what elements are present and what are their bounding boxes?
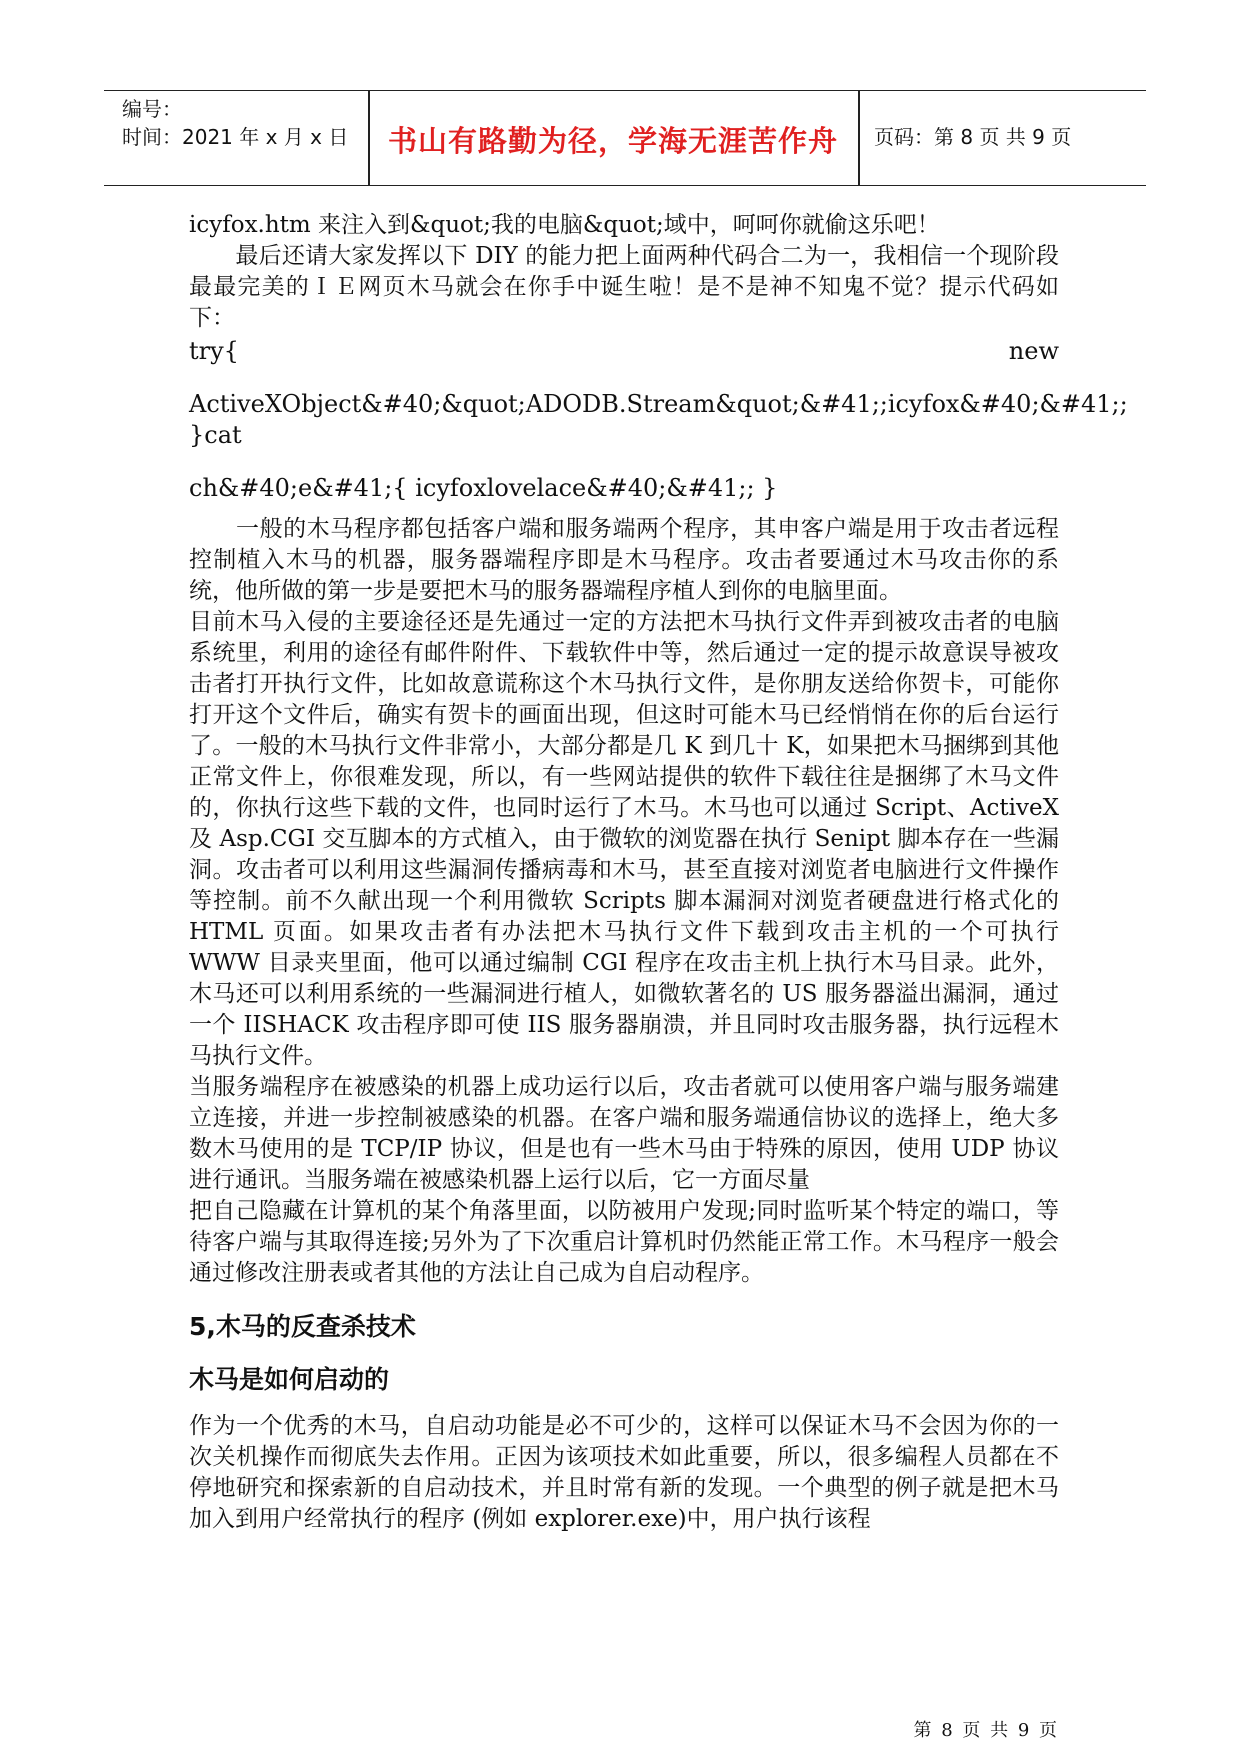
document-date: 时间：2021 年 x 月 x 日: [122, 125, 349, 149]
paragraph: 把自己隐藏在计算机的某个角落里面，以防被用户发现;同时监听某个特定的端口，等待客户端与其取得连接;另外为了下次重启计算机时仍然能正常工作。木马程序一般会通过修改注册表或者其他的方法让自己成为自启动程序。: [189, 1198, 1059, 1286]
document-body: [189, 210, 1128, 1535]
paragraph: 作为一个优秀的木马，自启动功能是必不可少的，这样可以保证木马不会因为你的一次关机操作而彻底失去作用。正因为该项技术如此重要，所以，很多编程人员都在不停地研究和探索新的自启动技术，并且时常有新的发现。一个典型的例子就是把木马加入到用户经常执行的程序 (例如 explorer.exe)中，用户执行该程: [189, 1413, 1059, 1532]
paragraph: icyfox.htm 来注入到&quot;我的电脑&quot;域中，呵呵你就偷这乐吧！: [189, 212, 940, 238]
paragraph: 目前木马入侵的主要途径还是先通过一定的方法把木马执行文件弄到被攻击者的电脑系统里，利用的途径有邮件附件、下载软件中等，然后通过一定的提示故意误导被攻击者打开执行文件，比如故意谎称这个木马执行文件，是你朋友送给你贺卡，可能你打开这个文件后，确实有贺卡的画面出现，但这时可能木马已经悄悄在你的后台运行了。一般的木马执行文件非常小，大部分都是几 K 到几十 K，如果把木马捆绑到其他正常文件上，你很难发现，所以，有一些网站提供的软件下载往往是捆绑了木马文件的，你执行这些下载的文件，也同时运行了木马。木马也可以通过 Script、ActiveX 及 Asp.CGI 交互脚本的方式植入，由于微软的浏览器在执行 Senipt 脚本存在一些漏洞。攻击者可以利用这些漏洞传播病毒和木马，甚至直接对浏览者电脑进行文件操作等控制。前不久献出现一个利用微软 Scripts 脚本漏洞对浏览者硬盘进行格式化的 HTML 页面。如果攻击者有办法把木马执行文件下载到攻击主机的一个可执行 WWW 目录夹里面，他可以通过编制 CGI 程序在攻击主机上执行木马目录。此外，木马还可以利用系统的一些漏洞进行植人，如微软著名的 US 服务器溢出漏洞，通过一个 IISHACK 攻击程序即可使 IIS 服务器崩溃，并且同时攻击服务器，执行远程木马执行文件。: [189, 609, 1059, 1069]
section-heading: 木马是如何启动的: [189, 1365, 390, 1394]
code-line: ch&#40;e&#41;{ icyfoxlovelace&#40;&#41;; }: [189, 474, 778, 502]
header-divider: [858, 91, 860, 185]
header-motto: 书山有路勤为径，学海无涯苦作舟: [387, 124, 838, 158]
page-footer: 第 8 页 共 9 页: [913, 1720, 1059, 1741]
header-meta: [122, 95, 348, 151]
code-line: ActiveXObject&#40;&quot;ADODB.Stream&quot;&#41;;icyfox&#40;&#41;; }cat: [189, 390, 1128, 449]
header-page-info: 页码：第 8 页 共 9 页: [874, 125, 1072, 149]
paragraph: 当服务端程序在被感染的机器上成功运行以后，攻击者就可以使用客户端与服务端建立连接，并进一步控制被感染的机器。在客户端和服务端通信协议的选择上，绝大多数木马使用的是 TCP/IP 协议，但是也有一些木马由于特殊的原因，使用 UDP 协议进行通讯。当服务端在被感染机器上运行以后，它一方面尽量: [189, 1074, 1059, 1193]
page-header: [104, 90, 1146, 186]
code-text: try{: [189, 337, 239, 365]
code-line: [189, 336, 1059, 367]
document-number-label: 编号：: [122, 97, 182, 121]
code-text: new: [1008, 337, 1059, 365]
section-heading: 5,木马的反查杀技术: [189, 1312, 416, 1341]
paragraph: 最后还请大家发挥以下 DIY 的能力把上面两种代码合二为一，我相信一个现阶段最最完美的ＩＥ网页木马就会在你手中诞生啦！是不是神不知鬼不觉？提示代码如下：: [189, 243, 1059, 331]
paragraph: 一般的木马程序都包括客户端和服务端两个程序，其申客户端是用于攻击者远程控制植入木马的机器，服务器端程序即是木马程序。攻击者要通过木马攻击你的系统，他所做的第一步是要把木马的服务器端程序植人到你的电脑里面。: [189, 516, 1059, 604]
